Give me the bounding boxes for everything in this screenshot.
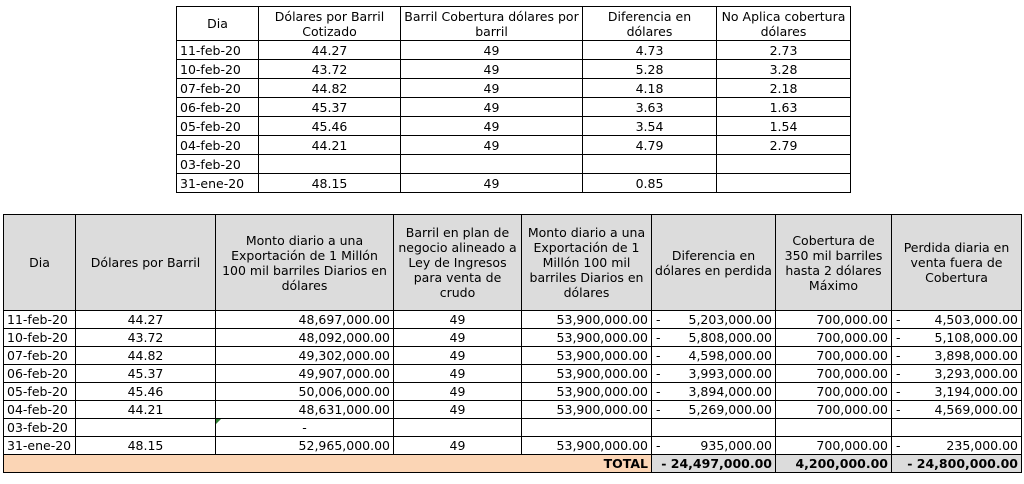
cell-dolares[interactable] bbox=[76, 419, 216, 437]
cell-cobertura[interactable]: 49 bbox=[401, 174, 583, 193]
negative-sign: - bbox=[896, 312, 901, 327]
cell-monto-plan[interactable]: 53,900,000.00 bbox=[522, 329, 652, 347]
total-label[interactable]: TOTAL bbox=[4, 455, 652, 473]
cell-diferencia[interactable] bbox=[652, 383, 776, 401]
cell-dia[interactable]: 10-feb-20 bbox=[4, 329, 76, 347]
cell-dia[interactable]: 07-feb-20 bbox=[4, 347, 76, 365]
cell-monto-plan[interactable]: 53,900,000.00 bbox=[522, 401, 652, 419]
cell-monto-plan[interactable]: 53,900,000.00 bbox=[522, 311, 652, 329]
cell-dolares[interactable]: 45.46 bbox=[76, 383, 216, 401]
cell-diferencia[interactable]: 4.79 bbox=[583, 136, 717, 155]
cell-no-aplica[interactable]: 2.73 bbox=[717, 41, 851, 60]
cell-perdida[interactable] bbox=[892, 419, 1022, 437]
cell-dia[interactable]: 11-feb-20 bbox=[177, 41, 259, 60]
table-row bbox=[4, 383, 1022, 401]
cell-plan[interactable]: 49 bbox=[394, 329, 522, 347]
top-table bbox=[176, 6, 851, 193]
cell-diferencia[interactable] bbox=[652, 437, 776, 455]
cell-dia[interactable]: 10-feb-20 bbox=[177, 60, 259, 79]
cell-cobertura[interactable]: 700,000.00 bbox=[776, 383, 892, 401]
cell-monto[interactable]: 48,092,000.00 bbox=[216, 329, 394, 347]
cell-dia[interactable]: 06-feb-20 bbox=[4, 365, 76, 383]
cell-plan[interactable]: 49 bbox=[394, 383, 522, 401]
cell-cotizado[interactable]: 43.72 bbox=[259, 60, 401, 79]
header-monto[interactable]: Monto diario a una Exportación de 1 Millón 100 mil barriles Diarios en dólares bbox=[216, 215, 394, 311]
cell-cotizado[interactable]: 44.27 bbox=[259, 41, 401, 60]
negative-sign: - bbox=[896, 384, 901, 399]
cell-monto-plan[interactable]: 53,900,000.00 bbox=[522, 365, 652, 383]
bottom-table bbox=[3, 214, 1022, 473]
cell-perdida[interactable] bbox=[892, 347, 1022, 365]
cell-cobertura[interactable]: 49 bbox=[401, 79, 583, 98]
negative-sign: - bbox=[896, 402, 901, 417]
amount-value: 935,000.00 bbox=[700, 438, 772, 453]
cell-dolares[interactable]: 44.21 bbox=[76, 401, 216, 419]
amount-value: 3,993,000.00 bbox=[688, 366, 772, 381]
cell-diferencia[interactable]: 4.73 bbox=[583, 41, 717, 60]
cell-no-aplica[interactable] bbox=[717, 174, 851, 193]
cell-perdida[interactable] bbox=[892, 401, 1022, 419]
header-cobertura[interactable]: Cobertura de 350 mil barriles hasta 2 dólares Máximo bbox=[776, 215, 892, 311]
cell-no-aplica[interactable]: 2.79 bbox=[717, 136, 851, 155]
cell-no-aplica[interactable]: 3.28 bbox=[717, 60, 851, 79]
cell-cotizado[interactable] bbox=[259, 155, 401, 174]
amount-value: 4,503,000.00 bbox=[934, 312, 1018, 327]
cell-dia[interactable]: 05-feb-20 bbox=[177, 117, 259, 136]
cell-dia[interactable]: 03-feb-20 bbox=[177, 155, 259, 174]
cell-dolares[interactable]: 44.82 bbox=[76, 347, 216, 365]
cell-perdida[interactable] bbox=[892, 329, 1022, 347]
amount-value: 3,194,000.00 bbox=[934, 384, 1018, 399]
table-row bbox=[177, 98, 851, 117]
cell-cobertura[interactable]: 49 bbox=[401, 60, 583, 79]
cell-no-aplica[interactable]: 2.18 bbox=[717, 79, 851, 98]
amount-value: 3,894,000.00 bbox=[688, 384, 772, 399]
cell-diferencia[interactable]: 5.28 bbox=[583, 60, 717, 79]
header-cobertura[interactable]: Barril Cobertura dólares por barril bbox=[401, 7, 583, 41]
negative-sign: - bbox=[896, 366, 901, 381]
cell-monto-plan[interactable]: 53,900,000.00 bbox=[522, 347, 652, 365]
cell-diferencia[interactable] bbox=[652, 347, 776, 365]
negative-sign: - bbox=[896, 438, 901, 453]
table-row bbox=[4, 329, 1022, 347]
cell-cobertura[interactable] bbox=[401, 155, 583, 174]
cell-cotizado[interactable]: 44.21 bbox=[259, 136, 401, 155]
amount-value: 3,898,000.00 bbox=[934, 348, 1018, 363]
cell-perdida[interactable] bbox=[892, 365, 1022, 383]
cell-plan[interactable]: 49 bbox=[394, 347, 522, 365]
cell-cobertura[interactable]: 700,000.00 bbox=[776, 311, 892, 329]
table-row bbox=[177, 136, 851, 155]
table-row bbox=[177, 174, 851, 193]
cell-cobertura[interactable]: 49 bbox=[401, 98, 583, 117]
cell-cobertura[interactable]: 49 bbox=[401, 117, 583, 136]
header-dia[interactable]: Dia bbox=[177, 7, 259, 41]
negative-sign: - bbox=[656, 312, 661, 327]
cell-monto[interactable]: 48,631,000.00 bbox=[216, 401, 394, 419]
amount-value: 5,808,000.00 bbox=[688, 330, 772, 345]
cell-dia[interactable]: 11-feb-20 bbox=[4, 311, 76, 329]
cell-no-aplica[interactable]: 1.54 bbox=[717, 117, 851, 136]
total-row bbox=[4, 455, 1022, 473]
table-row bbox=[177, 117, 851, 136]
cell-plan[interactable]: 49 bbox=[394, 401, 522, 419]
table-row bbox=[177, 60, 851, 79]
cell-monto-plan[interactable]: 53,900,000.00 bbox=[522, 437, 652, 455]
cell-diferencia[interactable] bbox=[652, 329, 776, 347]
cell-perdida[interactable] bbox=[892, 437, 1022, 455]
negative-sign: - bbox=[656, 348, 661, 363]
cell-dolares[interactable]: 43.72 bbox=[76, 329, 216, 347]
cell-diferencia[interactable]: 3.63 bbox=[583, 98, 717, 117]
cell-diferencia[interactable]: 3.54 bbox=[583, 117, 717, 136]
total-cobertura[interactable]: 4,200,000.00 bbox=[776, 455, 892, 473]
cell-cobertura[interactable]: 700,000.00 bbox=[776, 401, 892, 419]
header-cotizado[interactable]: Dólares por Barril Cotizado bbox=[259, 7, 401, 41]
negative-sign: - bbox=[656, 438, 661, 453]
cell-cobertura[interactable]: 49 bbox=[401, 41, 583, 60]
total-perdida[interactable]: - 24,800,000.00 bbox=[892, 455, 1022, 473]
cell-diferencia[interactable]: 4.18 bbox=[583, 79, 717, 98]
cell-diferencia[interactable] bbox=[652, 419, 776, 437]
table-row bbox=[177, 41, 851, 60]
cell-dia[interactable]: 04-feb-20 bbox=[177, 136, 259, 155]
cell-no-aplica[interactable]: 1.63 bbox=[717, 98, 851, 117]
amount-value: 3,293,000.00 bbox=[934, 366, 1018, 381]
cell-dia[interactable]: 07-feb-20 bbox=[177, 79, 259, 98]
cell-monto[interactable]: 48,697,000.00 bbox=[216, 311, 394, 329]
cell-monto[interactable]: 50,006,000.00 bbox=[216, 383, 394, 401]
cell-cotizado[interactable]: 44.82 bbox=[259, 79, 401, 98]
table-row bbox=[4, 419, 1022, 437]
cell-plan[interactable] bbox=[394, 419, 522, 437]
header-monto-plan[interactable]: Monto diario a una Exportación de 1 Millón 100 mil barriles Diarios en dólares bbox=[522, 215, 652, 311]
table-row bbox=[177, 155, 851, 174]
header-no-aplica[interactable]: No Aplica cobertura dólares bbox=[717, 7, 851, 41]
cell-plan[interactable]: 49 bbox=[394, 311, 522, 329]
table-row bbox=[4, 311, 1022, 329]
amount-value: 235,000.00 bbox=[946, 438, 1018, 453]
header-dolares[interactable]: Dólares por Barril bbox=[76, 215, 216, 311]
cell-dolares[interactable]: 44.27 bbox=[76, 311, 216, 329]
cell-diferencia[interactable] bbox=[652, 311, 776, 329]
cell-cobertura[interactable]: 700,000.00 bbox=[776, 437, 892, 455]
cell-cobertura[interactable]: 49 bbox=[401, 136, 583, 155]
table-row bbox=[4, 347, 1022, 365]
cell-dia[interactable]: 05-feb-20 bbox=[4, 383, 76, 401]
amount-value: 5,203,000.00 bbox=[688, 312, 772, 327]
cell-dia[interactable]: 31-ene-20 bbox=[4, 437, 76, 455]
cell-monto[interactable]: 49,907,000.00 bbox=[216, 365, 394, 383]
cell-diferencia[interactable] bbox=[652, 401, 776, 419]
cell-plan[interactable]: 49 bbox=[394, 365, 522, 383]
amount-value: 4,569,000.00 bbox=[934, 402, 1018, 417]
negative-sign: - bbox=[656, 402, 661, 417]
cell-dia[interactable]: 06-feb-20 bbox=[177, 98, 259, 117]
cell-monto[interactable]: 52,965,000.00 bbox=[216, 437, 394, 455]
cell-monto-plan[interactable] bbox=[522, 419, 652, 437]
cell-diferencia[interactable]: 0.85 bbox=[583, 174, 717, 193]
negative-sign: - bbox=[656, 330, 661, 345]
header-diferencia[interactable]: Diferencia en dólares en perdida bbox=[652, 215, 776, 311]
cell-plan[interactable]: 49 bbox=[394, 437, 522, 455]
amount-value: 5,108,000.00 bbox=[934, 330, 1018, 345]
cell-cotizado[interactable]: 45.37 bbox=[259, 98, 401, 117]
negative-sign: - bbox=[656, 366, 661, 381]
table-row bbox=[4, 437, 1022, 455]
cell-cobertura[interactable] bbox=[776, 419, 892, 437]
total-diferencia[interactable]: - 24,497,000.00 bbox=[652, 455, 776, 473]
cell-dia[interactable]: 31-ene-20 bbox=[177, 174, 259, 193]
cell-perdida[interactable] bbox=[892, 383, 1022, 401]
amount-value: 4,598,000.00 bbox=[688, 348, 772, 363]
cell-perdida[interactable] bbox=[892, 311, 1022, 329]
cell-monto-plan[interactable]: 53,900,000.00 bbox=[522, 383, 652, 401]
table-row bbox=[4, 365, 1022, 383]
cell-cobertura[interactable]: 700,000.00 bbox=[776, 329, 892, 347]
table-row bbox=[177, 79, 851, 98]
cell-no-aplica[interactable] bbox=[717, 155, 851, 174]
bottom-table-header bbox=[4, 215, 1022, 311]
header-perdida[interactable]: Perdida diaria en venta fuera de Cobertura bbox=[892, 215, 1022, 311]
negative-sign: - bbox=[656, 384, 661, 399]
amount-value: 5,269,000.00 bbox=[688, 402, 772, 417]
cell-cobertura[interactable]: 700,000.00 bbox=[776, 365, 892, 383]
cell-monto[interactable]: 49,302,000.00 bbox=[216, 347, 394, 365]
top-table-header bbox=[177, 7, 851, 41]
negative-sign: - bbox=[896, 330, 901, 345]
cell-cotizado[interactable]: 48.15 bbox=[259, 174, 401, 193]
cell-dia[interactable]: 04-feb-20 bbox=[4, 401, 76, 419]
cell-monto[interactable]: - bbox=[216, 419, 394, 437]
cell-dolares[interactable]: 48.15 bbox=[76, 437, 216, 455]
cell-diferencia[interactable] bbox=[583, 155, 717, 174]
negative-sign: - bbox=[896, 348, 901, 363]
cell-diferencia[interactable] bbox=[652, 365, 776, 383]
cell-cotizado[interactable]: 45.46 bbox=[259, 117, 401, 136]
header-dia[interactable]: Dia bbox=[4, 215, 76, 311]
cell-cobertura[interactable]: 700,000.00 bbox=[776, 347, 892, 365]
cell-dolares[interactable]: 45.37 bbox=[76, 365, 216, 383]
header-plan[interactable]: Barril en plan de negocio alineado a Ley de Ingresos para venta de crudo bbox=[394, 215, 522, 311]
header-diferencia[interactable]: Diferencia en dólares bbox=[583, 7, 717, 41]
table-row bbox=[4, 401, 1022, 419]
cell-dia[interactable]: 03-feb-20 bbox=[4, 419, 76, 437]
